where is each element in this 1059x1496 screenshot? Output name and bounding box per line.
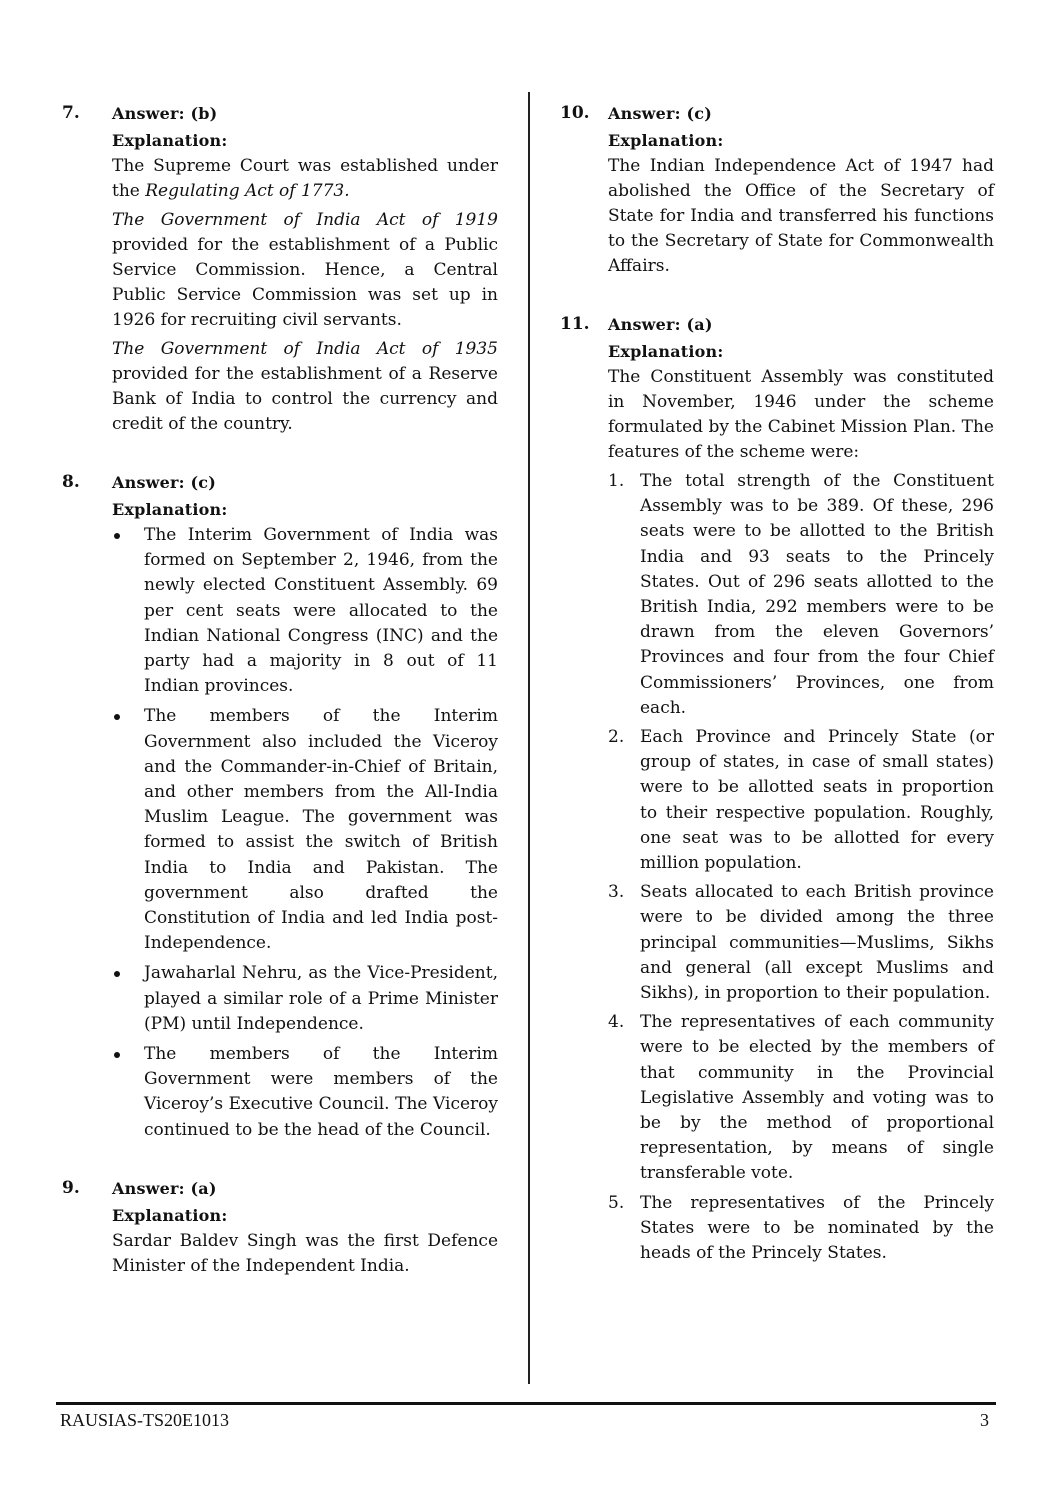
list-item (608, 469, 994, 721)
explanation-label: Explanation: (608, 342, 724, 361)
list-number: 5. (608, 1192, 625, 1213)
paragraph: The Indian Independence Act of 1947 had abolished the Office of the Secretary of State for India and transferred his functions to the Secretary of State for Commonwealth Affairs. (608, 156, 994, 276)
list-item (608, 725, 994, 876)
question-number: 11. (560, 314, 590, 334)
list-number: 3. (608, 882, 625, 903)
explanation-label: Explanation: (112, 1205, 228, 1225)
question-11 (560, 311, 994, 1266)
paragraph (112, 208, 498, 333)
list-item-text: The members of the Interim Government were members of the Viceroy’s Executive Council. The Viceroy continued to be the head of the Council. (144, 1044, 498, 1140)
list-item-text: Seats allocated to each British province were to be divided among the three principal communities—Muslims, Sikhs and general (all except Muslims and Sikhs), in proportion to their population. (640, 882, 994, 1004)
answer-label: Answer: (b) (112, 104, 218, 123)
answer-label: Answer: (c) (608, 104, 712, 123)
italic-text: Regulating Act of 1773. (145, 181, 350, 201)
page-number: 3 (980, 1410, 989, 1430)
list-item (112, 1042, 498, 1143)
list-item (112, 704, 498, 956)
paragraph (112, 154, 498, 204)
list-item (608, 1191, 994, 1267)
list-item (112, 961, 498, 1037)
answer-label: Answer: (a) (608, 315, 713, 334)
list-number: 1. (608, 471, 625, 491)
list-item-text: The representatives of each community were to be elected by the members of that community in the Provincial Legislative Assembly and voting was to be by the method of proportional representation, by means of single transferable vote. (640, 1012, 994, 1184)
bullet-icon (114, 714, 120, 720)
document-code: RAUSIAS-TS20E1013 (60, 1410, 230, 1430)
paragraph: Sardar Baldev Singh was the first Defence Minister of the Independent India. (112, 1230, 498, 1276)
footer-rule (56, 1402, 996, 1405)
list-item-text: The members of the Interim Government also included the Viceroy and the Commander-in-Chief of Britain, and other members from the All-India Muslim League. The government was formed to assist the switch of British India to India and Pakistan. The government also drafted the Constitution of India and led India post-Independence. (144, 706, 498, 954)
question-9 (62, 1175, 498, 1279)
answer-label: Answer: (c) (112, 473, 216, 492)
numbered-list (608, 469, 994, 1266)
bullet-icon (114, 1052, 120, 1058)
right-column (560, 100, 994, 1298)
question-7 (62, 100, 498, 437)
list-number: 4. (608, 1012, 625, 1033)
italic-text: The Government of India Act of 1935 (112, 339, 498, 359)
text: provided for the establishment of a Reserve Bank of India to control the currency and credit of the country. (112, 364, 498, 434)
list-item-text: The Interim Government of India was formed on September 2, 1946, from the newly elected Constituent Assembly. 69 per cent seats were allocated to the Indian National Congress (INC) and the party had a majority in 8 out of 11 Indian provinces. (144, 525, 498, 697)
explanation-label: Explanation: (608, 131, 724, 150)
list-item-text: The representatives of the Princely States were to be nominated by the heads of the Princely States. (640, 1192, 994, 1264)
explanation-label: Explanation: (112, 131, 228, 150)
italic-text: The Government of India Act of 1919 (112, 210, 498, 230)
question-number: 7. (62, 103, 80, 123)
list-item-text: Each Province and Princely State (or group of states, in case of small states) were to be allotted seats in proportion to their respective population. Roughly, one seat was to be allotted for every million population. (640, 727, 994, 874)
text: The Supreme Court was established under the (112, 156, 498, 201)
bullet-icon (114, 533, 120, 539)
paragraph (112, 337, 498, 437)
bullet-list (112, 523, 498, 1143)
question-10 (560, 100, 994, 279)
list-item (112, 523, 498, 699)
list-number: 2. (608, 727, 625, 748)
question-number: 9. (62, 1177, 80, 1198)
left-column (62, 100, 498, 1311)
list-item-text: The total strength of the Constituent Assembly was to be 389. Of these, 296 seats were to be allotted to the British India and 93 seats to the Princely States. Out of 296 seats allotted to the British India, 292 members were to be drawn from the eleven Governors’ Provinces and four from the four Chief Commissioners’ Provinces, one from each. (640, 471, 994, 718)
explanation-label: Explanation: (112, 500, 228, 519)
question-number: 10. (560, 103, 590, 123)
paragraph: The Constituent Assembly was constituted in November, 1946 under the scheme formulated by the Cabinet Mission Plan. The features of the scheme were: (608, 367, 994, 462)
question-8 (62, 469, 498, 1143)
text: provided for the establishment of a Public Service Commission. Hence, a Central Public Service Commission was set up in 1926 for recruiting civil servants. (112, 235, 498, 330)
list-item (608, 1010, 994, 1186)
column-divider (528, 92, 530, 1384)
bullet-icon (114, 971, 120, 977)
list-item (608, 880, 994, 1006)
question-number: 8. (62, 472, 80, 492)
list-item-text: Jawaharlal Nehru, as the Vice-President, played a similar role of a Prime Minister (PM) until Independence. (144, 963, 498, 1034)
answer-label: Answer: (a) (112, 1178, 217, 1198)
